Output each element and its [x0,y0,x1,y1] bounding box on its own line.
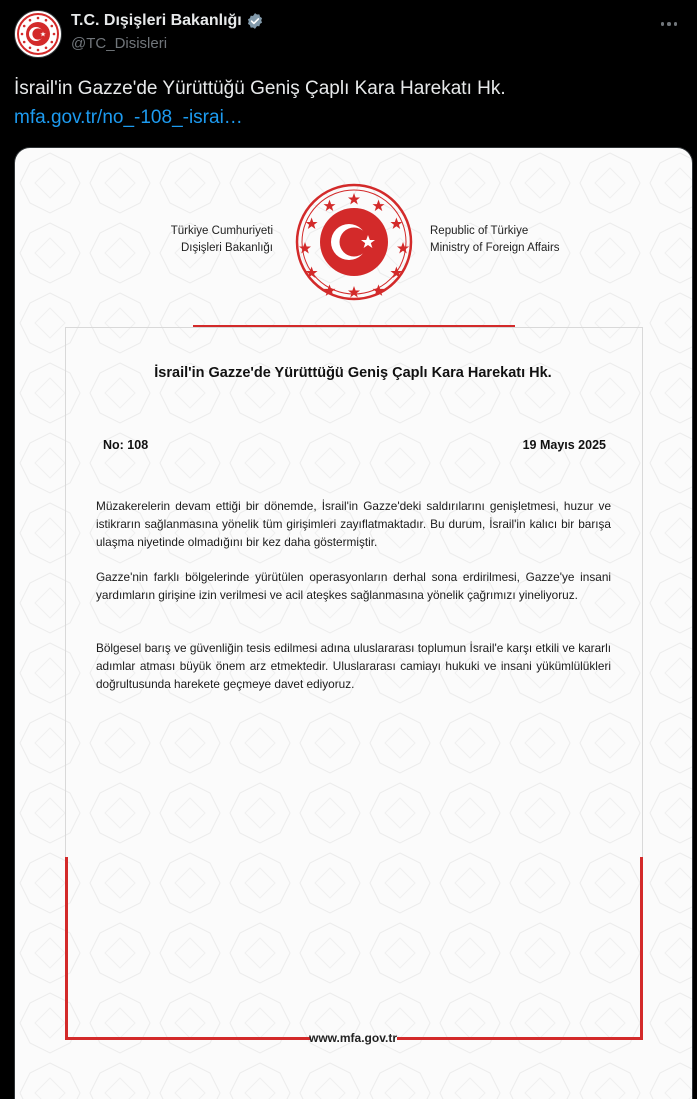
header-right-line1: Republic of Türkiye [430,225,529,237]
footer-url: www.mfa.gov.tr [308,1031,397,1045]
name-row [71,12,264,30]
tweet-header [14,10,683,58]
frame-left-line [65,327,66,857]
display-name[interactable]: T.C. Dışişleri Bakanlığı [71,12,242,29]
header-left-line2: Dışişleri Bakanlığı [180,242,273,254]
header-left-text [155,223,273,257]
paragraph-2: Gazze'nin farklı bölgelerinde yürütülen operasyonların derhal sona erdirilmesi, Gazze'ye insani yardımların girişine izin verilmesi ve acil ateşkes sağlanmasına yönelik çağrımızı yineliyoruz. [96,570,611,602]
tweet-text: İsrail'in Gazze'de Yürüttüğü Geniş Çaplı Kara Harekatı Hk. [14,78,506,99]
header-right-text [430,223,610,257]
header-right-line2: Ministry of Foreign Affairs [430,242,560,254]
document-title: İsrail'in Gazze'de Yürüttüğü Geniş Çaplı Kara Harekatı Hk. [154,365,552,381]
frame-top-line [65,327,643,328]
verified-badge-icon[interactable] [246,12,264,30]
seal-icon [294,182,414,302]
paragraph-1: Müzakerelerin devam ettiği bir dönemde, İsrail'in Gazze'deki saldırılarını genişletmesi, huzur ve istikrarın sağlanmasına yönelik tüm girişimleri zayıflatmaktadır. Bu durum, İsrail'in kalıcı bir barışa ulaşma niyetinde olmadığını bir kez daha göstermiştir. [96,499,611,549]
avatar[interactable] [14,10,62,58]
tweet-media-image[interactable] [14,147,693,1099]
frame-right-line [642,327,643,857]
header-left-line1: Türkiye Cumhuriyeti [170,225,273,237]
handle[interactable]: @TC_Disisleri [71,35,168,52]
frame-left-accent [65,857,68,1040]
frame-right-accent [640,857,643,1040]
more-options-icon[interactable] [655,14,683,34]
avatar-seal-icon [15,11,61,57]
tweet-link[interactable]: mfa.gov.tr/no_-108_-israi… [14,107,243,128]
document-number: No: 108 [103,438,149,452]
paragraph-3: Bölgesel barış ve güvenliğin tesis edilmesi adına uluslararası toplumun İsrail'e karşı etkili ve kararlı adımlar atması büyük önem arz etmektedir. Uluslararası camiayı hukuki ve insani yükümlülükleri doğrultusunda harekete geçmeye davet ediyoruz. [96,641,611,691]
document-date: 19 Mayıs 2025 [522,438,606,452]
